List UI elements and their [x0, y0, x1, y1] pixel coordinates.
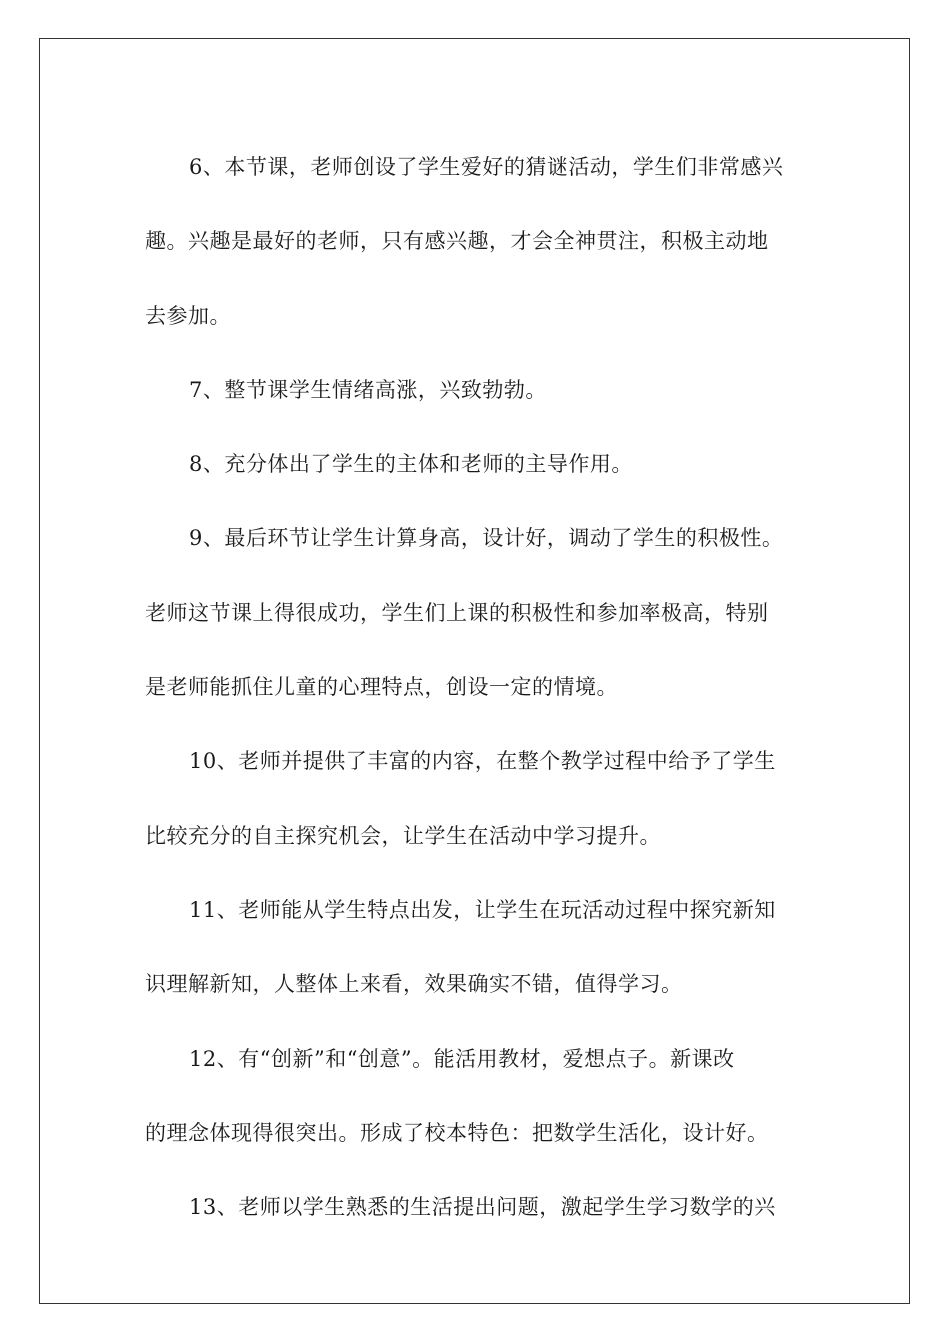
text-line: 7、整节课学生情绪高涨，兴致勃勃。 [189, 377, 547, 402]
document-body [145, 130, 800, 1244]
text-line: 8、充分体出了学生的主体和老师的主导作用。 [189, 452, 633, 477]
text-line: 趣。兴趣是最好的老师，只有感兴趣，才会全神贯注，积极主动地 [145, 229, 769, 254]
text-line: 11、老师能从学生特点出发，让学生在玩活动过程中探究新知 [189, 897, 776, 922]
text-line: 老师这节课上得很成功，学生们上课的积极性和参加率极高，特别 [145, 600, 769, 625]
text-line: 的理念体现得很突出。形成了校本特色：把数学生活化，设计好。 [145, 1120, 769, 1145]
text-line: 比较充分的自主探究机会，让学生在活动中学习提升。 [145, 823, 661, 848]
text-line: 10、老师并提供了丰富的内容，在整个教学过程中给予了学生 [189, 749, 776, 774]
text-line: 9、最后环节让学生计算身高，设计好，调动了学生的积极性。 [189, 526, 784, 551]
text-line: 12、有“创新”和“创意”。能活用教材，爱想点子。新课改 [189, 1046, 735, 1071]
text-line: 13、老师以学生熟悉的生活提出问题，激起学生学习数学的兴 [189, 1195, 776, 1220]
text-line: 识理解新知，人整体上来看，效果确实不错，值得学习。 [145, 972, 683, 997]
text-line: 6、本节课，老师创设了学生爱好的猜谜活动，学生们非常感兴 [189, 155, 784, 179]
text-line: 去参加。 [145, 303, 231, 328]
text-line: 是老师能抓住儿童的心理特点，创设一定的情境。 [145, 675, 618, 700]
